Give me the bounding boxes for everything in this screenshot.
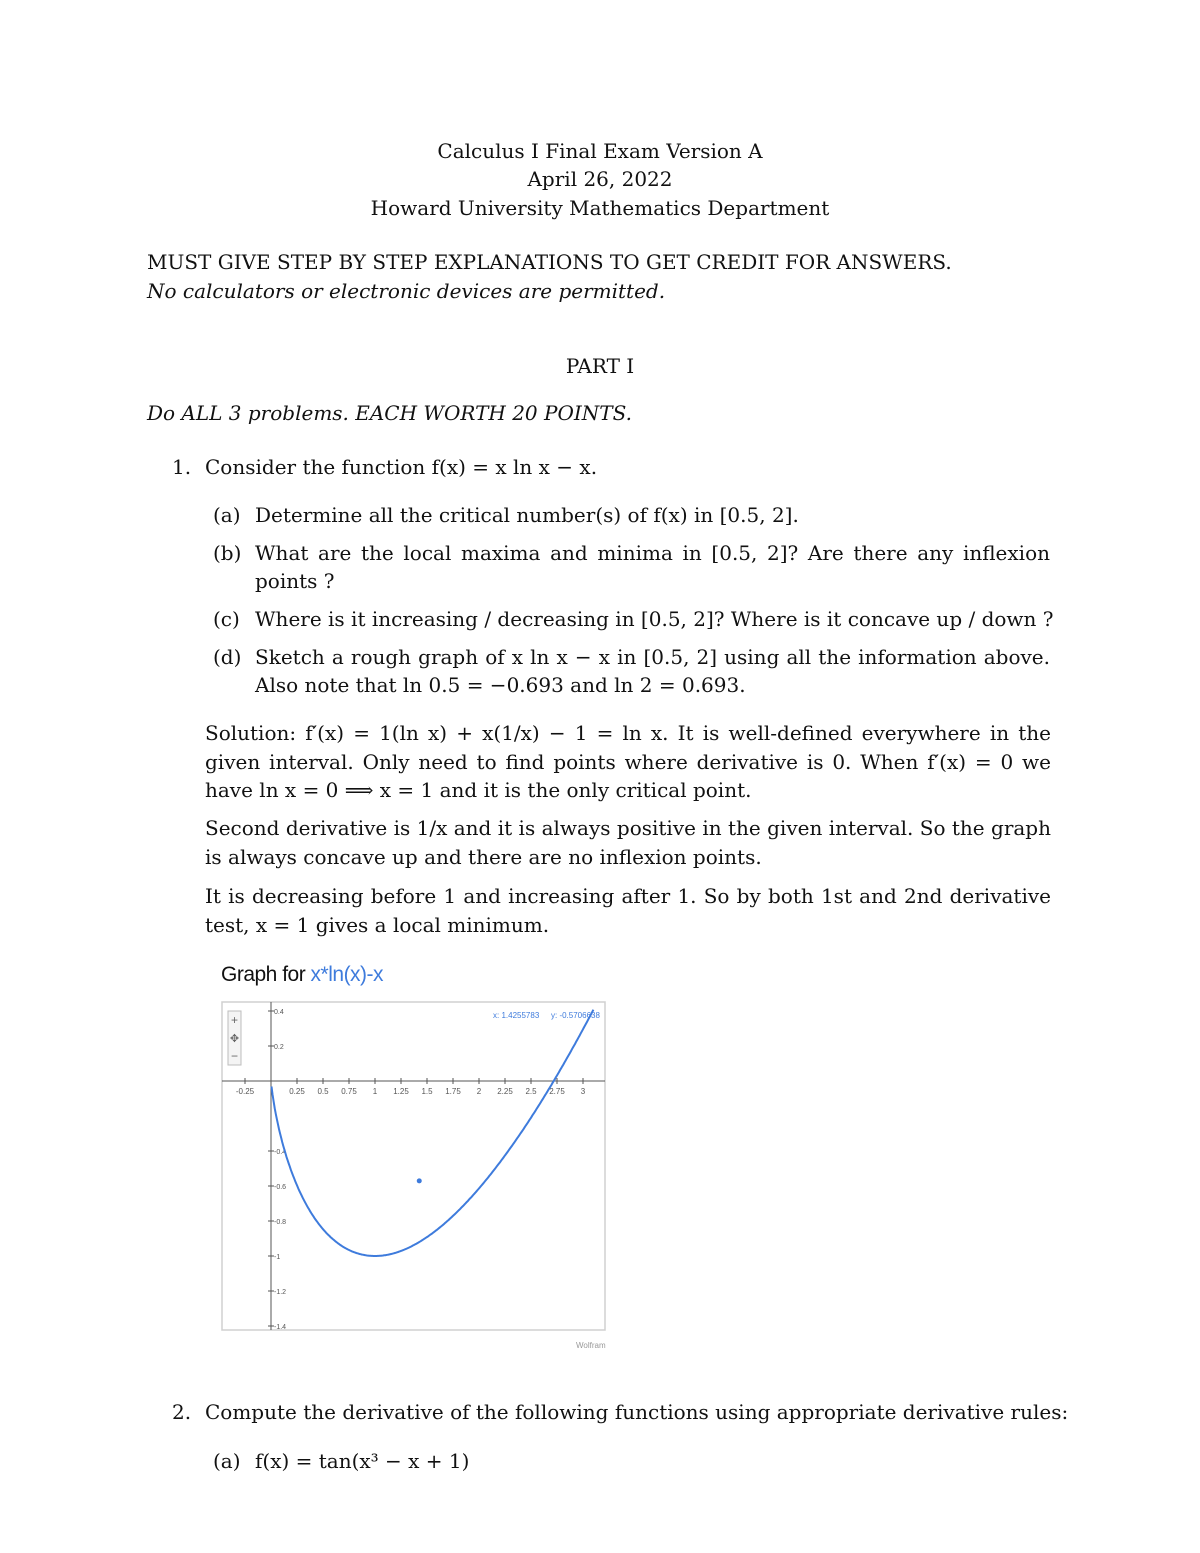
zoom-controls — [228, 1011, 241, 1065]
x-tick-label: 1 — [372, 1087, 378, 1096]
y-tick-label: -0.8 — [274, 1219, 287, 1226]
problem-2a-text: f(x) = tan(x³ − x + 1) — [255, 1449, 470, 1473]
part-title: PART I — [565, 354, 635, 378]
y-tick-label: -0.6 — [274, 1184, 287, 1191]
part-d-text-cont: Also note that ln 0.5 = −0.693 and ln 2 = 0.693. — [255, 673, 746, 697]
solution-paragraph-2: Second derivative is 1/x and it is always positive in the given interval. So the graph is always concave up and there are no inflexion points. — [205, 816, 1051, 869]
x-tick-label: -0.25 — [235, 1087, 255, 1096]
part-label: (d) — [213, 645, 242, 669]
problem-2-statement: Compute the derivative of the following functions using appropriate derivative rules: — [205, 1400, 1069, 1424]
legend-x-value: x: 1.4255783 — [493, 1011, 540, 1020]
y-tick-label: -1.2 — [274, 1289, 287, 1296]
part-b-text-cont: points ? — [255, 569, 335, 593]
part-directions: Do ALL 3 problems. EACH WORTH 20 POINTS. — [147, 401, 632, 425]
x-tick-label: 2.75 — [549, 1087, 565, 1096]
y-tick-label: -0.4 — [274, 1149, 287, 1156]
problem-2-number: 2. — [172, 1400, 192, 1424]
x-tick-label: 0.75 — [341, 1087, 357, 1096]
x-tick-label: 2.25 — [497, 1087, 513, 1096]
department: Howard University Mathematics Department — [370, 196, 830, 220]
graph-credit: Wolfram — [576, 1341, 606, 1350]
graph-frame — [222, 1002, 605, 1330]
x-tick-label: 0.5 — [317, 1087, 329, 1096]
solution-paragraph-1: Solution: f′(x) = 1(ln x) + x(1/x) − 1 = ln x. It is well-defined everywhere in the given interval. Only need to find points where derivative is 0. When f′(x) = 0 we have ln x = 0 ⟹ x = 1 and it is the only critical point. — [205, 721, 1051, 802]
problem-1-statement: Consider the function f(x) = x ln x − x. — [205, 455, 598, 479]
x-tick-label: 1.5 — [421, 1087, 433, 1096]
part-c-text: Where is it increasing / decreasing in [0.5, 2]? Where is it concave up / down ? — [255, 607, 1054, 631]
trace-point — [417, 1178, 422, 1183]
y-tick-label: -1.4 — [274, 1324, 287, 1331]
solution-paragraph-3: It is decreasing before 1 and increasing after 1. So by both 1st and 2nd derivative test, x = 1 gives a local minimum. — [205, 884, 1051, 937]
x-tick-label: 0.25 — [289, 1087, 305, 1096]
x-tick-label: 1.25 — [393, 1087, 409, 1096]
zoom-in-button[interactable]: + — [230, 1013, 239, 1027]
exam-title: Calculus I Final Exam Version A — [437, 139, 763, 163]
part-b-text: What are the local maxima and minima in [0.5, 2]? Are there any inflexion — [255, 541, 1050, 565]
y-tick-label: 0.2 — [274, 1044, 284, 1051]
part-label: (a) — [213, 1449, 241, 1473]
part-a-text: Determine all the critical number(s) of f(x) in [0.5, 2]. — [255, 503, 799, 527]
exam-date: April 26, 2022 — [527, 167, 673, 191]
part-label: (c) — [213, 607, 240, 631]
part-label: (a) — [213, 503, 241, 527]
legend-y-value: y: -0.5706638 — [551, 1011, 600, 1020]
x-tick-label: 1.75 — [445, 1087, 461, 1096]
graph-title-prefix: Graph for — [221, 963, 311, 986]
instructions-main: MUST GIVE STEP BY STEP EXPLANATIONS TO GET CREDIT FOR ANSWERS. — [147, 250, 952, 274]
y-tick-label: 0.4 — [274, 1009, 284, 1016]
part-d-text: Sketch a rough graph of x ln x − x in [0.5, 2] using all the information above. — [255, 645, 1050, 669]
pan-icon[interactable]: ✥ — [229, 1033, 240, 1045]
instructions-note: No calculators or electronic devices are permitted. — [147, 279, 666, 303]
problem-1-number: 1. — [172, 455, 192, 479]
x-tick-label: 2 — [476, 1087, 482, 1096]
graph-title-function: x*ln(x)-x — [310, 963, 384, 986]
zoom-out-button[interactable]: − — [230, 1049, 239, 1063]
part-label: (b) — [213, 541, 242, 565]
y-tick-label: -1 — [274, 1254, 281, 1261]
x-tick-label: 3 — [580, 1087, 586, 1096]
x-tick-label: 2.5 — [525, 1087, 537, 1096]
